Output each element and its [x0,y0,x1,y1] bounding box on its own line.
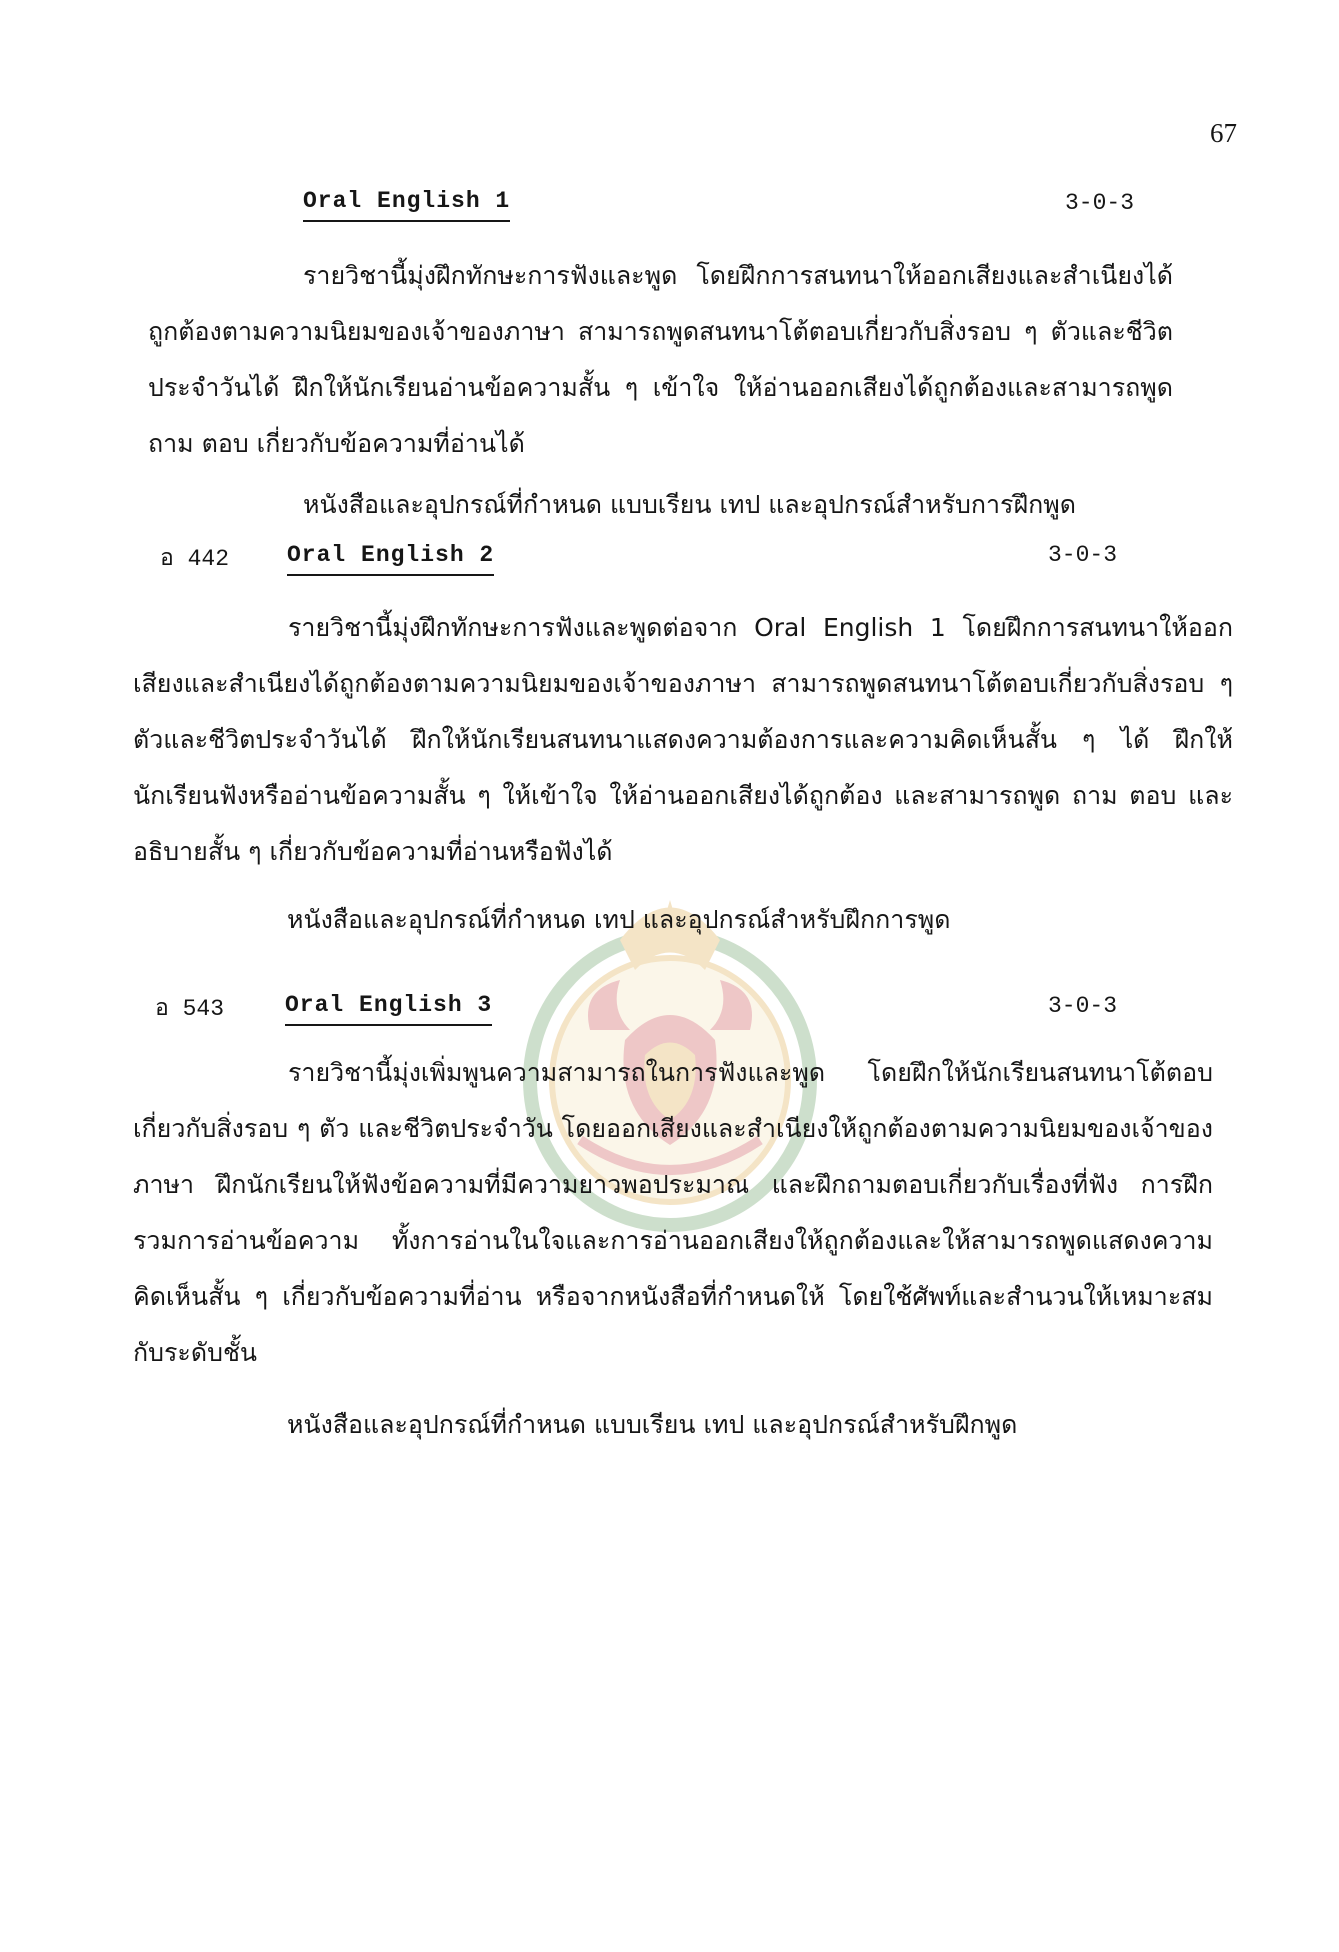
course-title: Oral English 2 [287,542,494,576]
course-title: Oral English 1 [303,188,510,222]
course-description: รายวิชานี้มุ่งฝึกทักษะการฟังและพูด โดยฝึกการสนทนาให้ออกเสียงและสำเนียงได้ถูกต้องตามความนิยมของเจ้าของภาษา สามารถพูดสนทนาโต้ตอบเกี่ยวกับสิ่งรอบ ๆ ตัวและชีวิตประจำวันได้ ฝึกให้นักเรียนอ่านข้อความสั้น ๆ เข้าใจ ให้อ่านออกเสียงได้ถูกต้องและสามารถพูด ถาม ตอบ เกี่ยวกับข้อความที่อ่านได้ [148,261,1173,458]
course-description: รายวิชานี้มุ่งฝึกทักษะการฟังและพูดต่อจาก Oral English 1 โดยฝึกการสนทนาให้ออกเสียงและสำเนียงได้ถูกต้องตามความนิยมของเจ้าของภาษา สามารถพูดสนทนาโต้ตอบเกี่ยวกับสิ่งรอบ ๆ ตัวและชีวิตประจำวันได้ ฝึกให้นักเรียนสนทนาแสดงความต้องการและความคิดเห็นสั้น ๆ ได้ ฝึกให้นักเรียนฟังหรืออ่านข้อความสั้น ๆ ให้เข้าใจ ให้อ่านออกเสียงได้ถูกต้อง และสามารถพูด ถาม ตอบ และอธิบายสั้น ๆ เกี่ยวกับข้อความที่อ่านหรือฟังได้ [133,613,1233,866]
course-description: รายวิชานี้มุ่งเพิ่มพูนความสามารถในการฟังและพูด โดยฝึกให้นักเรียนสนทนาโต้ตอบเกี่ยวกับสิ่งรอบ ๆ ตัว และชีวิตประจำวัน โดยออกเสียงและสำเนียงให้ถูกต้องตามความนิยมของเจ้าของภาษา ฝึกนักเรียนให้ฟังข้อความที่มีความยาวพอประมาณ และฝึกถามตอบเกี่ยวกับเรื่องที่ฟัง การฝึกรวมการอ่านข้อความ ทั้งการอ่านในใจและการอ่านออกเสียงให้ถูกต้องและให้สามารถพูดแสดงความคิดเห็นสั้น ๆ เกี่ยวกับข้อความที่อ่าน หรือจากหนังสือที่กำหนดให้ โดยใช้ศัพท์และสำนวนให้เหมาะสมกับระดับชั้น [133,1058,1213,1367]
course-credits: 3-0-3 [1048,993,1118,1019]
course-textbook: หนังสือและอุปกรณ์ที่กำหนด แบบเรียน เทป และอุปกรณ์สำหรับฝึกพูด [287,1410,1018,1439]
course-code: อ 442 [160,546,230,572]
course-credits: 3-0-3 [1065,190,1135,216]
course-credits: 3-0-3 [1048,542,1118,568]
course-code: อ 543 [155,996,225,1022]
course-textbook: หนังสือและอุปกรณ์ที่กำหนด แบบเรียน เทป และอุปกรณ์สำหรับการฝึกพูด [303,490,1076,519]
page-number: 67 [1210,118,1237,148]
course-title: Oral English 3 [285,992,492,1026]
course-textbook: หนังสือและอุปกรณ์ที่กำหนด เทป และอุปกรณ์สำหรับฝึกการพูด [287,905,951,934]
